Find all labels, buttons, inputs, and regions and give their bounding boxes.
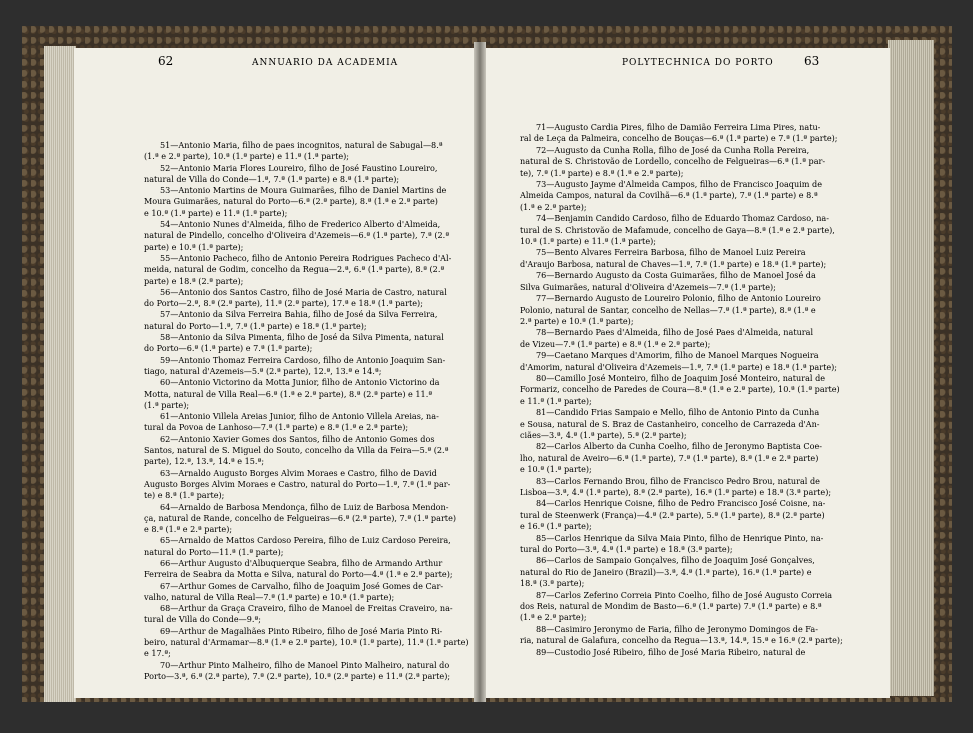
- text-line: 52—Antonio Maria Flores Loureiro, filho de José Faustino Loureiro,: [160, 162, 438, 173]
- text-line: 86—Carlos de Sampaio Gonçalves, filho de Joaquim José Gonçalves,: [536, 555, 815, 566]
- text-line: 61—Antonio Villela Areias Junior, filho de Antonio Villela Areias, na-: [160, 411, 439, 422]
- text-line: 18.ª (3.ª parte);: [520, 578, 585, 589]
- text-line: ciães—3.ª, 4.ª (1.ª parte), 5.ª (2.ª parte);: [520, 429, 687, 440]
- text-line: 68—Arthur da Graça Craveiro, filho de Manoel de Freitas Craveiro, na-: [160, 603, 453, 614]
- text-line: dos Reis, natural de Mondim de Basto—6.ª (1.ª parte) 7.ª (1.ª parte) e 8.ª: [520, 601, 822, 612]
- text-line: 88—Casimiro Jeronymo de Faria, filho de Jeronymo Domingos de Fa-: [536, 623, 818, 634]
- text-line: 71—Augusto Cardia Pires, filho de Damião Ferreira Lima Pires, natu-: [536, 122, 821, 132]
- text-line: e 16.ª (1.ª parte);: [520, 521, 592, 532]
- text-line: 85—Carlos Henrique da Silva Maia Pinto, filho de Henrique Pinto, na-: [536, 532, 824, 543]
- text-line: 56—Antonio dos Santos Castro, filho de José Maria de Castro, natural: [160, 286, 447, 297]
- text-line: 51—Antonio Maria, filho de paes incognitos, natural de Sabugal—8.ª: [160, 140, 443, 150]
- text-line: tural de S. Christovão de Mafamude, concelho de Gaya—8.ª (1.ª e 2.ª parte),: [520, 224, 835, 235]
- right-page-text: [520, 122, 843, 658]
- text-line: 72—Augusto da Cunha Rolla, filho de José da Cunha Rolla Pereira,: [536, 144, 810, 155]
- text-line: Motta, natural de Villa Real—6.ª (1.ª e 2.ª parte), 8.ª (2.ª parte) e 11.ª: [144, 388, 433, 399]
- text-line: (1.ª e 2.ª parte), 10.ª (1.ª parte) e 11.ª (1.ª parte);: [144, 151, 350, 162]
- text-line: do Porto—2.ª, 8.ª (2.ª parte), 11.ª (2.ª parte), 17.ª e 18.ª (1.ª parte);: [144, 298, 423, 309]
- text-line: 63—Arnaldo Augusto Borges Alvim Moraes e Castro, filho de David: [160, 467, 437, 478]
- text-line: beiro, natural d'Armamar—8.ª (1.ª e 2.ª parte), 10.ª (1.ª parte), 11.ª (1.ª parte): [144, 637, 469, 648]
- text-line: 53—Antonio Martins de Moura Guimarães, filho de Daniel Martins de: [160, 185, 447, 196]
- text-line: e 17.ª;: [144, 648, 171, 659]
- text-line: lho, natural de Aveiro—6.ª (1.ª parte), 7.ª (1.ª parte), 8.ª (1.ª e 2.ª parte): [520, 452, 819, 463]
- text-line: 83—Carlos Fernando Brou, filho de Francisco Pedro Brou, natural de: [536, 475, 820, 486]
- text-line: natural do Rio de Janeiro (Brazil)—3.ª, 4.ª (1.ª parte), 16.ª (1.ª parte) e: [520, 566, 812, 577]
- text-line: valho, natural de Villa Real—7.ª (1.ª parte) e 10.ª (1.ª parte);: [144, 591, 395, 602]
- text-line: te) e 8.ª (1.ª parte);: [144, 490, 225, 501]
- text-line: Lisboa—3.ª, 4.ª (1.ª parte), 8.ª (2.ª parte), 16.ª (1.ª parte) e 18.ª (3.ª parte);: [520, 487, 832, 497]
- text-line: 57—Antonio da Silva Ferreira Bahia, filho de José da Silva Ferreira,: [160, 309, 438, 320]
- text-line: 64—Arnaldo de Barbosa Mendonça, filho de Luiz de Barbosa Mendon-: [160, 501, 449, 512]
- text-line: meida, natural de Godim, concelho da Regua—2.ª, 6.ª (1.ª parte), 8.ª (2.ª: [144, 264, 445, 275]
- text-line: 69—Arthur de Magalhães Pinto Ribeiro, filho de José Maria Pinto Ri-: [160, 625, 443, 636]
- text-line: 73—Augusto Jayme d'Almeida Campos, filho de Francisco Joaquim de: [536, 179, 823, 190]
- text-line: Santos, natural de S. Miguel do Souto, concelho da Villa da Feira—5.ª (2.ª: [144, 445, 449, 456]
- left-page-edges: [44, 46, 76, 702]
- text-line: natural de Pindello, concelho d'Oliveira d'Azemeis—6.ª (1.ª parte), 7.ª (2.ª: [144, 230, 450, 241]
- text-line: Porto—3.ª, 6.ª (2.ª parte), 7.ª (2.ª parte), 10.ª (2.ª parte) e 11.ª (2.ª parte);: [144, 670, 451, 681]
- text-line: 66—Arthur Augusto d'Albuquerque Seabra, filho de Armando Arthur: [160, 557, 443, 568]
- text-line: 65—Arnaldo de Mattos Cardoso Pereira, filho de Luiz Cardoso Pereira,: [160, 535, 451, 546]
- text-line: 77—Bernardo Augusto de Loureiro Polonio, filho de Antonio Loureiro: [536, 293, 821, 304]
- text-line: 54—Antonio Nunes d'Almeida, filho de Frederico Alberto d'Almeida,: [160, 219, 441, 230]
- right-running-head: POLYTECHNICA DO PORTO: [622, 58, 774, 68]
- text-line: ral de Leça da Palmeira, concelho de Bouças—6.ª (1.ª parte) e 7.ª (1.ª parte);: [520, 133, 838, 144]
- right-page-number: 63: [804, 54, 820, 68]
- text-line: 55—Antonio Pacheco, filho de Antonio Pereira Rodrigues Pacheco d'Al-: [160, 252, 452, 263]
- text-line: 80—Camillo José Monteiro, filho de Joaquim José Monteiro, natural de: [536, 372, 826, 383]
- text-line: 89—Custodio José Ribeiro, filho de José Maria Ribeiro, natural de: [536, 646, 806, 657]
- text-line: Augusto Borges Alvim Moraes e Castro, natural do Porto—1.ª, 7.ª (1.ª par-: [144, 478, 451, 489]
- text-line: 2.ª parte) e 10.ª (1.ª parte);: [520, 315, 634, 326]
- text-line: Polonio, natural de Santar, concelho de Nellas—7.ª (1.ª parte), 8.ª (1.ª e: [520, 304, 816, 315]
- text-line: tiago, natural d'Azemeis—5.ª (2.ª parte), 12.ª, 13.ª e 14.ª;: [144, 365, 382, 376]
- text-line: natural do Porto—11.ª (1.ª parte);: [144, 546, 284, 557]
- text-line: ria, natural de Galafura, concelho da Regua—13.ª, 14.ª, 15.ª e 16.ª (2.ª parte);: [520, 635, 843, 646]
- text-line: 82—Carlos Alberto da Cunha Coelho, filho de Jeronymo Baptista Coe-: [536, 441, 822, 452]
- text-line: 74—Benjamin Candido Cardoso, filho de Eduardo Thomaz Cardoso, na-: [536, 213, 829, 224]
- text-line: ça, natural de Rande, concelho de Felgueiras—6.ª (2.ª parte), 7.ª (1.ª parte): [144, 512, 457, 523]
- text-line: de Vizeu—7.ª (1.ª parte) e 8.ª (1.ª e 2.ª parte);: [520, 338, 711, 349]
- text-line: te), 7.ª (1.ª parte) e 8.ª (1.ª e 2.ª parte);: [520, 167, 684, 178]
- text-line: d'Amorim, natural d'Oliveira d'Azemeis—1.ª, 7.ª (1.ª parte) e 18.ª (1.ª parte);: [520, 361, 838, 372]
- text-line: 70—Arthur Pinto Malheiro, filho de Manoel Pinto Malheiro, natural do: [160, 659, 450, 670]
- text-line: e 10.ª (1.ª parte) e 11.ª (1.ª parte);: [144, 207, 288, 218]
- text-line: d'Araujo Barbosa, natural de Chaves—1.ª, 7.ª (1.ª parte) e 18.ª (1.ª parte);: [520, 258, 827, 269]
- text-line: (1.ª e 2.ª parte);: [520, 612, 587, 623]
- text-line: 79—Caetano Marques d'Amorim, filho de Manoel Marques Nogueira: [536, 350, 819, 361]
- text-line: e Sousa, natural de S. Braz de Castanheiro, concelho de Carrazeda d'An-: [520, 418, 820, 429]
- text-line: Ferreira de Seabra da Motta e Silva, natural do Porto—4.ª (1.ª e 2.ª parte);: [144, 569, 453, 580]
- text-line: e 10.ª (1.ª parte);: [520, 464, 592, 475]
- book-gutter: [474, 42, 486, 702]
- text-line: natural de Villa do Conde—1.ª, 7.ª (1.ª parte) e 8.ª (1.ª parte);: [144, 173, 400, 184]
- text-line: 59—Antonio Thomaz Ferreira Cardoso, filho de Antonio Joaquim San-: [160, 354, 446, 365]
- text-line: Silva Guimarães, natural d'Oliveira d'Azemeis—7.ª (1.ª parte);: [520, 281, 776, 292]
- text-line: Almeida Campos, natural da Covilhã—6.ª (1.ª parte), 7.ª (1.ª parte) e 8.ª: [520, 190, 818, 201]
- text-line: do Porto—6.ª (1.ª parte) e 7.ª (1.ª parte);: [144, 343, 313, 354]
- text-line: Formariz, concelho de Paredes de Coura—8.ª (1.ª e 2.ª parte), 10.ª (1.ª parte): [520, 384, 840, 395]
- right-page-edges: [888, 40, 934, 696]
- text-line: tural de Villa do Conde—9.ª;: [144, 614, 261, 625]
- text-line: 84—Carlos Henrique Coisne, filho de Pedro Francisco José Coisne, na-: [536, 498, 826, 509]
- text-line: e 8.ª (1.ª e 2.ª parte);: [144, 524, 233, 535]
- text-line: 87—Carlos Zeferino Correia Pinto Coelho, filho de José Augusto Correia: [536, 589, 833, 600]
- text-line: tural do Porto—3.ª, 4.ª (1.ª parte) e 18.ª (3.ª parte);: [520, 544, 733, 555]
- text-line: parte) e 10.ª (1.ª parte);: [144, 241, 244, 252]
- text-line: 78—Bernardo Paes d'Almeida, filho de José Paes d'Almeida, natural: [536, 327, 814, 338]
- text-line: 62—Antonio Xavier Gomes dos Santos, filho de Antonio Gomes dos: [160, 433, 435, 444]
- left-running-head: ANNUARIO DA ACADEMIA: [252, 58, 399, 68]
- text-line: 10.ª (1.ª parte) e 11.ª (1.ª parte);: [520, 236, 656, 247]
- text-line: e 11.ª (1.ª parte);: [520, 395, 592, 406]
- text-line: 75—Bento Alvares Ferreira Barbosa, filho de Manoel Luiz Pereira: [536, 247, 806, 258]
- text-line: parte), 12.ª, 13.ª, 14.ª e 15.ª;: [144, 456, 265, 467]
- left-page-number: 62: [158, 54, 174, 68]
- text-line: (1.ª e 2.ª parte);: [520, 201, 587, 212]
- text-line: parte) e 18.ª (2.ª parte);: [144, 275, 244, 286]
- text-line: 60—Antonio Victorino da Motta Junior, filho de Antonio Victorino da: [160, 377, 440, 388]
- text-line: Moura Guimarães, natural do Porto—6.ª (2.ª parte), 8.ª (1.ª e 2.ª parte): [144, 196, 438, 207]
- text-line: (1.ª parte);: [144, 399, 190, 410]
- text-line: 76—Bernardo Augusto da Costa Guimarães, filho de Manoel José da: [536, 270, 816, 281]
- text-line: 81—Candido Frias Sampaio e Mello, filho de Antonio Pinto da Cunha: [536, 407, 820, 418]
- left-page-text: [144, 140, 469, 682]
- text-line: 67—Arthur Gomes de Carvalho, filho de Joaquim José Gomes de Car-: [160, 580, 444, 591]
- text-line: tural da Povoa de Lanhoso—7.ª (1.ª parte) e 8.ª (1.ª e 2.ª parte);: [144, 422, 409, 433]
- text-line: 58—Antonio da Silva Pimenta, filho de José da Silva Pimenta, natural: [160, 332, 444, 343]
- text-line: tural de Steenwerk (França)—4.ª (2.ª parte), 5.ª (1.ª parte), 8.ª (2.ª parte): [520, 509, 825, 520]
- text-line: natural de S. Christovão de Lordello, concelho de Felgueiras—6.ª (1.ª par-: [520, 156, 826, 167]
- text-line: natural do Porto—1.ª, 7.ª (1.ª parte) e 18.ª (1.ª parte);: [144, 320, 367, 331]
